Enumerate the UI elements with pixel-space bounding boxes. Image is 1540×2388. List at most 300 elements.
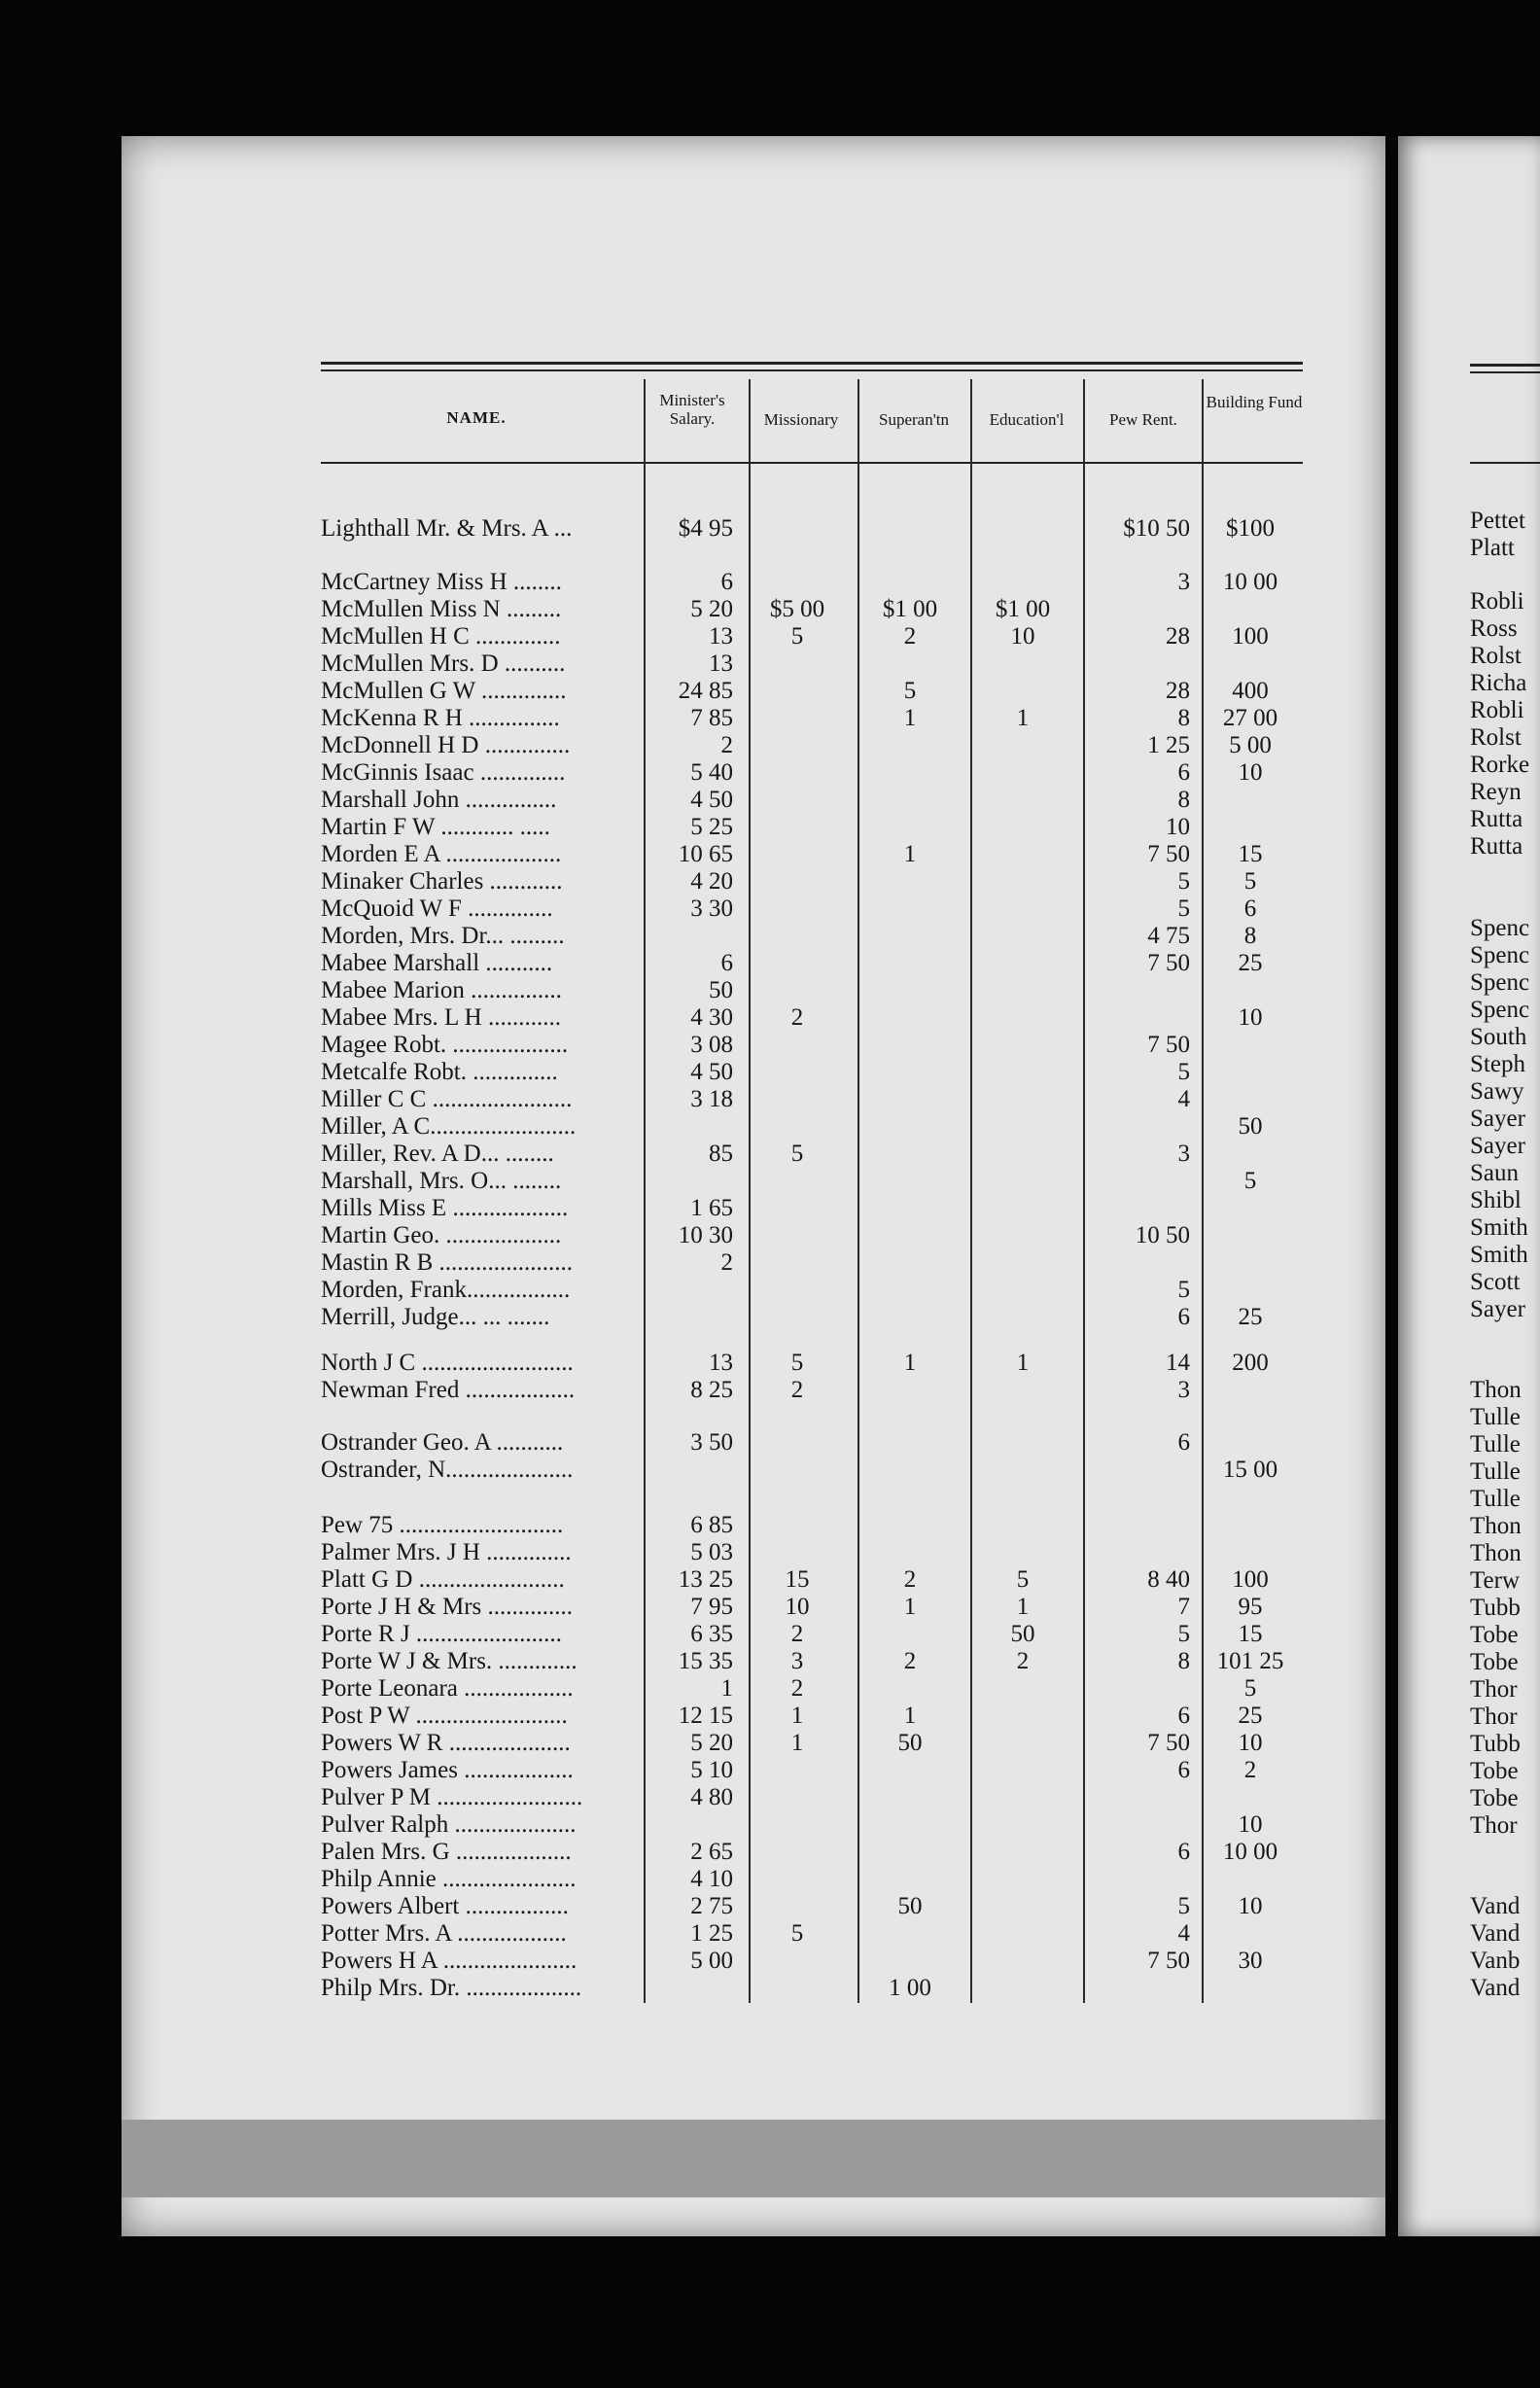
salary-cell: 4 30 (690, 1004, 733, 1031)
pew-rent-cell: 10 (1166, 814, 1190, 840)
facing-page-name: Smith (1470, 1214, 1528, 1241)
header-top-rule-2 (321, 369, 1303, 371)
facing-page-name: South (1470, 1024, 1527, 1050)
table-row (0, 1004, 1540, 1032)
building-fund-cell: 10 00 (1222, 569, 1278, 595)
missionary-cell: 3 (790, 1648, 804, 1674)
salary-cell: 1 (720, 1675, 733, 1702)
building-fund-cell: 5 (1243, 868, 1257, 895)
table-row (0, 705, 1540, 732)
table-row (0, 977, 1540, 1004)
facing-page-name: Rorke (1470, 752, 1530, 778)
table-row (0, 1594, 1540, 1621)
table-row (0, 1539, 1540, 1566)
educational-cell: 1 (1016, 1350, 1030, 1376)
building-fund-cell: 5 00 (1229, 732, 1272, 758)
salary-cell: 6 (720, 569, 733, 595)
name-cell: Powers W R .................... (321, 1730, 571, 1756)
building-fund-cell: 25 (1238, 950, 1263, 976)
header-bottom-rule (321, 462, 1303, 464)
building-fund-cell: 100 (1232, 623, 1269, 650)
name-cell: Mabee Marshall ........... (321, 950, 553, 976)
name-cell: Platt G D ........................ (321, 1566, 565, 1593)
table-row (0, 1566, 1540, 1594)
building-fund-cell: $100 (1226, 515, 1275, 542)
missionary-cell: 2 (790, 1377, 804, 1403)
educational-cell: 1 (1016, 1594, 1030, 1620)
table-row (0, 868, 1540, 896)
building-fund-cell: 100 (1232, 1566, 1269, 1593)
facing-page-name: Thor (1470, 1703, 1518, 1730)
name-cell: Post P W ......................... (321, 1703, 568, 1729)
pew-rent-cell: 6 (1177, 1839, 1190, 1865)
facing-page-name: Vand (1470, 1975, 1521, 2001)
name-cell: Newman Fred .................. (321, 1377, 576, 1403)
table-row (0, 1222, 1540, 1249)
facing-page-name: Thon (1470, 1513, 1522, 1539)
table-row (0, 1784, 1540, 1811)
table-row (0, 1377, 1540, 1404)
educational-cell: 5 (1016, 1566, 1030, 1593)
pew-rent-cell: 3 (1177, 1377, 1190, 1403)
name-cell: Miller C C ....................... (321, 1086, 573, 1112)
salary-cell: 5 20 (690, 596, 733, 622)
salary-cell: 10 30 (678, 1222, 733, 1248)
pew-rent-cell: 28 (1166, 623, 1190, 650)
superannuation-cell: 5 (903, 678, 917, 704)
building-fund-cell: 2 (1243, 1757, 1257, 1783)
facing-page-name: Spenc (1470, 969, 1530, 996)
table-row (0, 1086, 1540, 1113)
salary-cell: 5 40 (690, 759, 733, 786)
salary-cell: 13 (709, 1350, 733, 1376)
superannuation-cell: 2 (903, 623, 917, 650)
facing-page-name: Sayer (1470, 1296, 1525, 1322)
superannuation-cell: 1 00 (889, 1975, 931, 2001)
building-fund-cell: 10 (1238, 1811, 1263, 1838)
table-row (0, 1195, 1540, 1222)
facing-page-name: Tulle (1470, 1431, 1521, 1457)
table-row (0, 814, 1540, 841)
table-row (0, 1621, 1540, 1648)
name-cell: Philp Annie ...................... (321, 1866, 577, 1892)
table-row (0, 1168, 1540, 1195)
superannuation-cell: 2 (903, 1648, 917, 1674)
salary-cell: 7 95 (690, 1594, 733, 1620)
building-fund-cell: 10 (1238, 1893, 1263, 1919)
name-cell: Powers Albert ................. (321, 1893, 569, 1919)
facing-page-name: Vand (1470, 1920, 1521, 1947)
pew-rent-cell: 3 (1177, 569, 1190, 595)
facing-page-name: Thor (1470, 1676, 1518, 1703)
facing-page-name: Steph (1470, 1051, 1525, 1077)
name-cell: McMullen Mrs. D .......... (321, 650, 566, 677)
name-cell: Pulver P M ........................ (321, 1784, 583, 1810)
pew-rent-cell: 7 50 (1147, 950, 1190, 976)
facing-page-name: Tobe (1470, 1649, 1519, 1675)
name-cell: Palmer Mrs. J H .............. (321, 1539, 572, 1565)
table-row (0, 1059, 1540, 1086)
table-row (0, 1032, 1540, 1059)
name-cell: McDonnell H D .............. (321, 732, 571, 758)
building-fund-cell: 101 25 (1216, 1648, 1284, 1674)
pew-rent-cell: 6 (1177, 759, 1190, 786)
pew-rent-cell: 8 (1177, 787, 1190, 813)
name-cell: Marshall John ............... (321, 787, 557, 813)
name-cell: Ostrander Geo. A ........... (321, 1429, 564, 1456)
name-cell: Porte W J & Mrs. ............. (321, 1648, 578, 1674)
salary-cell: 6 35 (690, 1621, 733, 1647)
header-name: NAME. (446, 408, 507, 427)
facing-page-name: Tubb (1470, 1595, 1521, 1621)
facing-page-name: Thon (1470, 1540, 1522, 1566)
table-row (0, 896, 1540, 923)
pew-rent-cell: 4 (1177, 1086, 1190, 1112)
name-cell: McQuoid W F .............. (321, 896, 553, 922)
pew-rent-cell: 1 25 (1147, 732, 1190, 758)
table-row (0, 1839, 1540, 1866)
educational-cell: 2 (1016, 1648, 1030, 1674)
building-fund-cell: 15 (1238, 841, 1263, 867)
facing-page-name: Terw (1470, 1567, 1521, 1594)
facing-page-name: Spenc (1470, 915, 1530, 941)
pew-rent-cell: 3 (1177, 1141, 1190, 1167)
salary-cell: 15 35 (678, 1648, 733, 1674)
facing-page-name: Spenc (1470, 997, 1530, 1023)
salary-cell: 1 65 (690, 1195, 733, 1221)
superannuation-cell: 1 (903, 705, 917, 731)
name-cell: Marshall, Mrs. O... ........ (321, 1168, 562, 1194)
facing-page-name: Vand (1470, 1893, 1521, 1919)
table-row (0, 1429, 1540, 1457)
missionary-cell: 5 (790, 1141, 804, 1167)
facing-page-name: Tobe (1470, 1758, 1519, 1784)
building-fund-cell: 15 00 (1222, 1457, 1278, 1483)
superannuation-cell: 2 (903, 1566, 917, 1593)
missionary-cell: 5 (790, 1920, 804, 1947)
missionary-cell: 2 (790, 1621, 804, 1647)
table-row (0, 1893, 1540, 1920)
educational-cell: $1 00 (995, 596, 1051, 622)
superannuation-cell: 1 (903, 1594, 917, 1620)
pew-rent-cell: 10 50 (1135, 1222, 1190, 1248)
facing-page-name: Tulle (1470, 1486, 1521, 1512)
name-cell: Mabee Marion ............... (321, 977, 562, 1003)
name-cell: McCartney Miss H ........ (321, 569, 562, 595)
table-row (0, 1948, 1540, 1975)
table-row (0, 787, 1540, 814)
missionary-cell: 10 (785, 1594, 810, 1620)
building-fund-cell: 25 (1238, 1304, 1263, 1330)
name-cell: McMullen Miss N ......... (321, 596, 562, 622)
name-cell: Powers James .................. (321, 1757, 574, 1783)
salary-cell: 1 25 (690, 1920, 733, 1947)
page-edge (122, 2120, 1385, 2197)
salary-cell: 2 75 (690, 1893, 733, 1919)
superannuation-cell: 1 (903, 1350, 917, 1376)
pew-rent-cell: 7 50 (1147, 1948, 1190, 1974)
name-cell: McMullen G W .............. (321, 678, 567, 704)
pew-rent-cell: 6 (1177, 1757, 1190, 1783)
header-building-fund: Building Fund (1206, 393, 1303, 411)
facing-page-name: Vanb (1470, 1948, 1521, 1974)
superannuation-cell: 50 (897, 1893, 923, 1919)
facing-header-rule (1470, 364, 1540, 367)
table-row (0, 1113, 1540, 1141)
missionary-cell: 5 (790, 623, 804, 650)
educational-cell: 10 (1010, 623, 1035, 650)
table-row (0, 759, 1540, 787)
salary-cell: 4 10 (690, 1866, 733, 1892)
missionary-cell: 2 (790, 1675, 804, 1702)
building-fund-cell: 400 (1232, 678, 1269, 704)
pew-rent-cell: 5 (1177, 1621, 1190, 1647)
salary-cell: 5 00 (690, 1948, 733, 1974)
name-cell: Mastin R B ...................... (321, 1249, 574, 1276)
header-salary: Minister's Salary. (659, 391, 725, 428)
facing-page-name: Smith (1470, 1242, 1528, 1268)
missionary-cell: 15 (785, 1566, 810, 1593)
facing-page-name: Tobe (1470, 1785, 1519, 1811)
pew-rent-cell: 6 (1177, 1429, 1190, 1456)
salary-cell: 13 25 (678, 1566, 733, 1593)
building-fund-cell: 8 (1243, 923, 1257, 949)
header-pew-rent: Pew Rent. (1109, 410, 1177, 429)
pew-rent-cell: 7 50 (1147, 1032, 1190, 1058)
building-fund-cell: 25 (1238, 1703, 1263, 1729)
pew-rent-cell: 5 (1177, 896, 1190, 922)
table-row (0, 1975, 1540, 2002)
name-cell: McGinnis Isaac .............. (321, 759, 566, 786)
salary-cell: 5 03 (690, 1539, 733, 1565)
salary-cell: 10 65 (678, 841, 733, 867)
salary-cell: 2 (720, 732, 733, 758)
facing-page-name: Robli (1470, 697, 1524, 723)
salary-cell: 50 (709, 977, 733, 1003)
salary-cell: 13 (709, 623, 733, 650)
name-cell: Miller, A C........................ (321, 1113, 577, 1140)
salary-cell: $4 95 (678, 515, 733, 542)
building-fund-cell: 50 (1238, 1113, 1263, 1140)
name-cell: Miller, Rev. A D... ........ (321, 1141, 554, 1167)
table-row (0, 1512, 1540, 1539)
pew-rent-cell: 8 (1177, 1648, 1190, 1674)
superannuation-cell: 50 (897, 1730, 923, 1756)
table-row (0, 1457, 1540, 1484)
table-row (0, 1249, 1540, 1277)
name-cell: Potter Mrs. A .................. (321, 1920, 567, 1947)
building-fund-cell: 10 (1238, 759, 1263, 786)
missionary-cell: 1 (790, 1730, 804, 1756)
pew-rent-cell: 5 (1177, 1277, 1190, 1303)
table-row (0, 1141, 1540, 1168)
table-row (0, 515, 1540, 543)
table-row (0, 1920, 1540, 1948)
building-fund-cell: 27 00 (1222, 705, 1278, 731)
name-cell: Morden, Mrs. Dr... ......... (321, 923, 565, 949)
salary-cell: 5 10 (690, 1757, 733, 1783)
pew-rent-cell: 28 (1166, 678, 1190, 704)
facing-header-bottom (1470, 462, 1540, 464)
salary-cell: 3 50 (690, 1429, 733, 1456)
pew-rent-cell: 5 (1177, 1059, 1190, 1085)
facing-page-name: Reyn (1470, 779, 1522, 805)
table-row (0, 623, 1540, 650)
pew-rent-cell: 5 (1177, 1893, 1190, 1919)
header-top-rule (321, 362, 1303, 365)
table-row (0, 1277, 1540, 1304)
name-cell: McMullen H C .............. (321, 623, 561, 650)
salary-cell: 2 65 (690, 1839, 733, 1865)
table-row (0, 569, 1540, 596)
facing-page-name: Rolst (1470, 643, 1522, 669)
facing-page-name: Platt (1470, 535, 1515, 561)
facing-page-name: Rutta (1470, 833, 1523, 860)
name-cell: Palen Mrs. G ................... (321, 1839, 572, 1865)
pew-rent-cell: 6 (1177, 1304, 1190, 1330)
table-row (0, 950, 1540, 977)
salary-cell: 3 18 (690, 1086, 733, 1112)
building-fund-cell: 10 (1238, 1730, 1263, 1756)
name-cell: Mills Miss E ................... (321, 1195, 569, 1221)
missionary-cell: $5 00 (769, 596, 825, 622)
name-cell: Martin F W ............ ..... (321, 814, 550, 840)
facing-page-name: Saun (1470, 1160, 1519, 1186)
salary-cell: 8 25 (690, 1377, 733, 1403)
facing-page-name: Sayer (1470, 1106, 1525, 1132)
facing-page-name: Spenc (1470, 942, 1530, 968)
table-row (0, 1350, 1540, 1377)
salary-cell: 3 30 (690, 896, 733, 922)
building-fund-cell: 5 (1243, 1675, 1257, 1702)
facing-page-name: Thon (1470, 1377, 1522, 1403)
salary-cell: 13 (709, 650, 733, 677)
header-missionary: Missionary (763, 410, 839, 429)
facing-page-name: Sayer (1470, 1133, 1525, 1159)
table-row (0, 1675, 1540, 1703)
facing-page-name: Pettet (1470, 508, 1525, 534)
table-row (0, 1730, 1540, 1757)
pew-rent-cell: 8 (1177, 705, 1190, 731)
table-row (0, 841, 1540, 868)
building-fund-cell: 15 (1238, 1621, 1263, 1647)
salary-cell: 6 (720, 950, 733, 976)
table-row (0, 923, 1540, 950)
pew-rent-cell: 7 50 (1147, 841, 1190, 867)
name-cell: Powers H A ...................... (321, 1948, 578, 1974)
salary-cell: 2 (720, 1249, 733, 1276)
name-cell: Porte Leonara .................. (321, 1675, 574, 1702)
building-fund-cell: 5 (1243, 1168, 1257, 1194)
table-row (0, 1811, 1540, 1839)
salary-cell: 5 20 (690, 1730, 733, 1756)
facing-header-rule-2 (1470, 371, 1540, 373)
name-cell: Metcalfe Robt. .............. (321, 1059, 558, 1085)
pew-rent-cell: 8 40 (1147, 1566, 1190, 1593)
name-cell: Pulver Ralph .................... (321, 1811, 577, 1838)
missionary-cell: 1 (790, 1703, 804, 1729)
name-cell: Mabee Mrs. L H ............ (321, 1004, 561, 1031)
salary-cell: 4 50 (690, 787, 733, 813)
name-cell: Porte R J ........................ (321, 1621, 562, 1647)
facing-page-name: Ross (1470, 615, 1518, 642)
table-row (0, 678, 1540, 705)
building-fund-cell: 200 (1232, 1350, 1269, 1376)
salary-cell: 24 85 (678, 678, 733, 704)
building-fund-cell: 95 (1238, 1594, 1263, 1620)
pew-rent-cell: 6 (1177, 1703, 1190, 1729)
name-cell: Porte J H & Mrs .............. (321, 1594, 574, 1620)
pew-rent-cell: $10 50 (1123, 515, 1190, 542)
superannuation-cell: 1 (903, 841, 917, 867)
name-cell: Lighthall Mr. & Mrs. A ... (321, 515, 573, 542)
table-row (0, 1648, 1540, 1675)
pew-rent-cell: 7 50 (1147, 1730, 1190, 1756)
salary-cell: 4 50 (690, 1059, 733, 1085)
building-fund-cell: 6 (1243, 896, 1257, 922)
table-row (0, 596, 1540, 623)
name-cell: Morden E A ................... (321, 841, 562, 867)
table-row (0, 732, 1540, 759)
table-row (0, 1757, 1540, 1784)
name-cell: Morden, Frank................. (321, 1277, 571, 1303)
facing-page-name: Tulle (1470, 1404, 1521, 1430)
name-cell: Merrill, Judge... ... ....... (321, 1304, 550, 1330)
salary-cell: 3 08 (690, 1032, 733, 1058)
building-fund-cell: 30 (1238, 1948, 1263, 1974)
facing-page-name: Thor (1470, 1812, 1518, 1839)
facing-page-name: Shibl (1470, 1187, 1522, 1213)
salary-cell: 4 20 (690, 868, 733, 895)
name-cell: Ostrander, N..................... (321, 1457, 574, 1483)
table-row (0, 650, 1540, 678)
facing-page-name: Tulle (1470, 1458, 1521, 1485)
name-cell: McKenna R H ............... (321, 705, 560, 731)
pew-rent-cell: 4 (1177, 1920, 1190, 1947)
building-fund-cell: 10 00 (1222, 1839, 1278, 1865)
header-educational: Education'l (989, 410, 1065, 429)
name-cell: North J C ......................... (321, 1350, 574, 1376)
facing-page-name: Sawy (1470, 1078, 1524, 1105)
salary-cell: 7 85 (690, 705, 733, 731)
name-cell: Philp Mrs. Dr. ................... (321, 1975, 582, 2001)
salary-cell: 85 (709, 1141, 733, 1167)
name-cell: Martin Geo. ................... (321, 1222, 562, 1248)
pew-rent-cell: 14 (1166, 1350, 1190, 1376)
pew-rent-cell: 7 (1177, 1594, 1190, 1620)
facing-page-name: Rutta (1470, 806, 1523, 832)
facing-page-name: Richa (1470, 670, 1527, 696)
missionary-cell: 2 (790, 1004, 804, 1031)
superannuation-cell: $1 00 (882, 596, 938, 622)
educational-cell: 50 (1010, 1621, 1035, 1647)
facing-page-name: Rolst (1470, 724, 1522, 751)
name-cell: Pew 75 ........................... (321, 1512, 564, 1538)
table-row (0, 1304, 1540, 1331)
facing-page-name: Scott (1470, 1269, 1521, 1295)
facing-page-name: Robli (1470, 588, 1524, 615)
pew-rent-cell: 4 75 (1147, 923, 1190, 949)
salary-cell: 12 15 (678, 1703, 733, 1729)
educational-cell: 1 (1016, 705, 1030, 731)
table-row (0, 1866, 1540, 1893)
facing-page-name: Tubb (1470, 1731, 1521, 1757)
salary-cell: 5 25 (690, 814, 733, 840)
superannuation-cell: 1 (903, 1703, 917, 1729)
salary-cell: 6 85 (690, 1512, 733, 1538)
table-row (0, 1703, 1540, 1730)
building-fund-cell: 10 (1238, 1004, 1263, 1031)
